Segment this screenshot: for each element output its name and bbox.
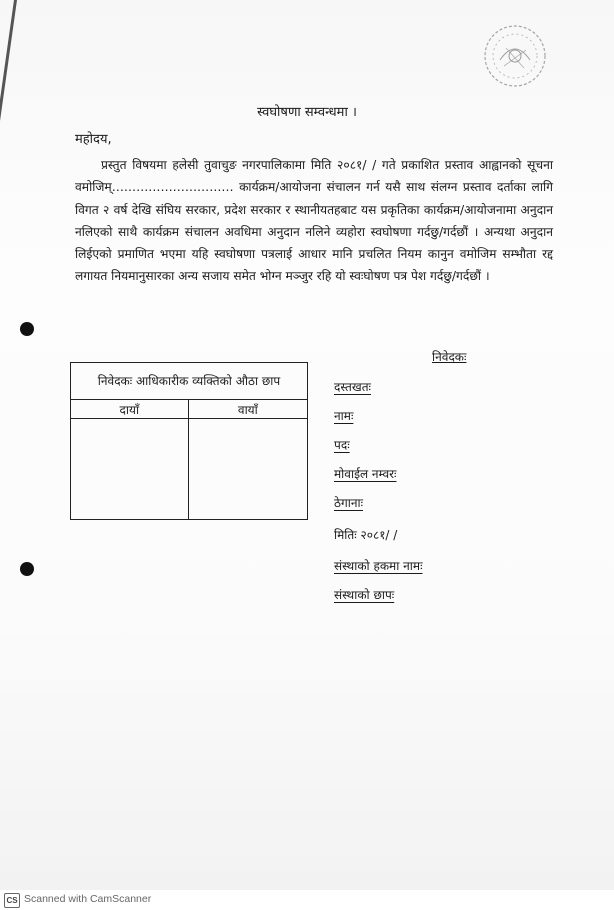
punch-hole — [20, 562, 34, 576]
signature-field: दस्तखतः — [334, 380, 371, 394]
organization-stamp-field: संस्थाको छापः — [334, 588, 395, 602]
applicant-heading: निवेदकः — [432, 350, 467, 364]
left-thumb-label: वायाँ — [188, 400, 307, 419]
right-thumb-label: दायाँ — [71, 400, 189, 419]
mobile-field: मोवाईल नम्वरः — [334, 467, 397, 481]
salutation: महोदय, — [75, 132, 112, 147]
thumbprint-table-header: निवेदकः आधिकारीक व्यक्तिको औठा छाप — [71, 363, 308, 400]
name-field: नामः — [334, 409, 354, 423]
declaration-paragraph — [75, 154, 553, 288]
camscanner-logo-icon: CS — [4, 893, 20, 908]
punch-hole — [20, 322, 34, 336]
declaration-text: प्रस्तुत विषयमा हलेसी तुवाचुङ नगरपालिकामा मिति २०८१/ / गते प्रकाशित प्रस्ताव आह्वानको सूचना वमोजिम्………………………… कार्यक्रम/आयोजना संचालन गर्न यसै साथ संलग्न प्रस्ताव दर्ताका लागि विगत २ वर्ष देखि संघिय सरकार, प्रदेश सरकार र स्थानीयतहबाट यस प्रकृतिका कार्यक्रम/आयोजनामा अनुदान नलिएको साथै कार्यक्रम संचालन अवधिमा अनुदान नलिने व्यहोरा स्वघोषणा गर्दछु/गर्दछौं । अन्यथा अनुदान लिईएको प्रमाणित भएमा यहि स्वघोषणा पत्रलाई आधार मानि प्रचलित नियम कानुन वमोजिम सम्भौता रद्द लगायत नियमानुसारका अन्य सजाय समेत भोग्न मञ्जुर रहि यो स्वःघोषण पत्र पेश गर्दछु/गर्दछौं । — [75, 158, 553, 284]
scanner-footer — [0, 890, 614, 910]
left-thumb-box — [188, 419, 307, 520]
date-field: मितिः २०८१/ / — [334, 528, 398, 542]
document-title: स्वघोषणा सम्वन्धमा । — [257, 105, 357, 120]
organization-name-field: संस्थाको हकमा नामः — [334, 559, 423, 573]
position-field: पदः — [334, 438, 350, 452]
address-field: ठेगानाः — [334, 496, 364, 510]
thumbprint-table — [70, 362, 308, 520]
camscanner-watermark-text: Scanned with CamScanner — [24, 893, 152, 905]
right-thumb-box — [71, 419, 189, 520]
office-seal-stamp — [476, 20, 554, 92]
